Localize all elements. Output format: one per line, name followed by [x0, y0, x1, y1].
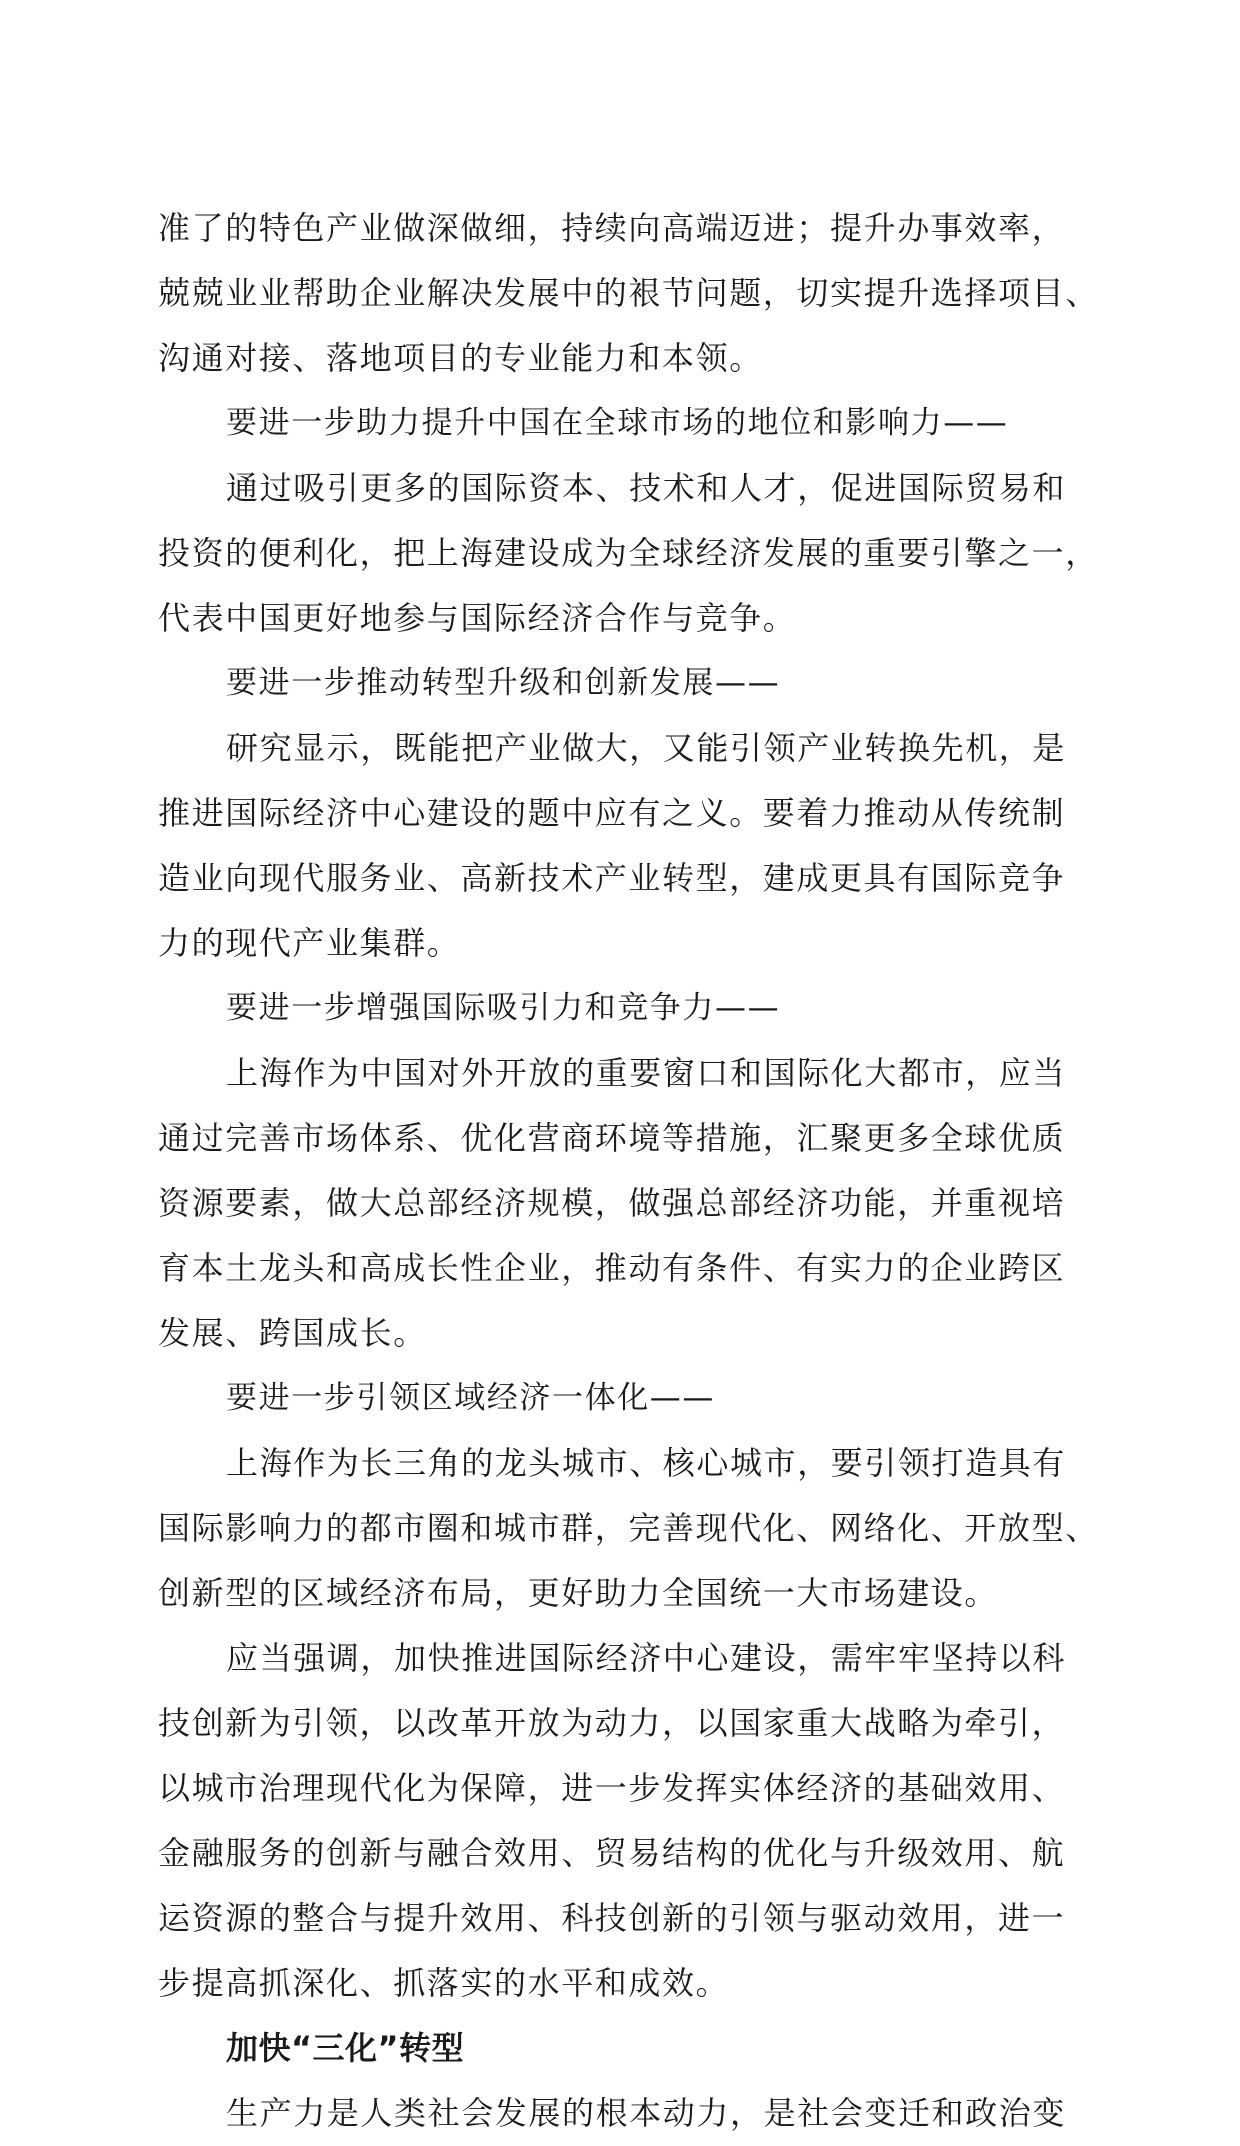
subheading-line: 要进一步助力提升中国在全球市场的地位和影响力—— — [226, 405, 1009, 441]
body-line: 兢兢业业帮助企业解决发展中的裉节问题，切实提升选择项目、 — [158, 274, 1099, 312]
body-line: 金融服务的创新与融合效用、贸易结构的优化与升级效用、航 — [158, 1834, 1066, 1872]
subheading-line: 要进一步推动转型升级和创新发展—— — [226, 665, 781, 701]
body-line: 发展、跨国成长。 — [158, 1314, 427, 1352]
body-line: 代表中国更好地参与国际经济合作与竞争。 — [158, 599, 797, 637]
body-line: 投资的便利化，把上海建设成为全球经济发展的重要引擎之一， — [158, 534, 1099, 572]
body-line: 准了的特色产业做深做细，持续向高端迈进；提升办事效率， — [158, 209, 1066, 247]
body-line: 以城市治理现代化为保障，进一步发挥实体经济的基础效用、 — [158, 1769, 1066, 1807]
subheading-line: 要进一步增强国际吸引力和竞争力—— — [226, 990, 781, 1026]
body-line: 通过完善市场体系、优化营商环境等措施，汇聚更多全球优质 — [158, 1119, 1066, 1157]
body-line: 造业向现代服务业、高新技术产业转型，建成更具有国际竞争 — [158, 859, 1066, 897]
body-line: 力的现代产业集群。 — [158, 924, 461, 962]
body-line: 技创新为引领，以改革开放为动力，以国家重大战略为牵引， — [158, 1704, 1066, 1742]
subheading-line: 要进一步引领区域经济一体化—— — [226, 1380, 715, 1416]
body-line: 创新型的区域经济布局，更好助力全国统一大市场建设。 — [158, 1574, 999, 1612]
paragraph-first-line: 应当强调，加快推进国际经济中心建设，需牢牢坚持以科 — [226, 1639, 1067, 1677]
section-heading: 加快“三化”转型 — [226, 2029, 465, 2067]
paragraph-first-line: 上海作为中国对外开放的重要窗口和国际化大都市，应当 — [226, 1054, 1067, 1092]
body-line: 步提高抓深化、抓落实的水平和成效。 — [158, 1964, 730, 2002]
body-line: 沟通对接、落地项目的专业能力和本领。 — [158, 339, 763, 377]
body-line: 国际影响力的都市圈和城市群，完善现代化、网络化、开放型、 — [158, 1509, 1099, 1547]
paragraph-first-line: 生产力是人类社会发展的根本动力，是社会变迁和政治变 — [226, 2094, 1067, 2132]
document-body — [158, 196, 1098, 2146]
paragraph-first-line: 通过吸引更多的国际资本、技术和人才，促进国际贸易和 — [226, 469, 1067, 507]
paragraph-first-line: 研究显示，既能把产业做大，又能引领产业转换先机，是 — [226, 729, 1067, 767]
paragraph-first-line: 上海作为长三角的龙头城市、核心城市，要引领打造具有 — [226, 1444, 1067, 1482]
body-line: 运资源的整合与提升效用、科技创新的引领与驱动效用，进一 — [158, 1899, 1066, 1937]
body-line: 推进国际经济中心建设的题中应有之义。要着力推动从传统制 — [158, 794, 1066, 832]
body-line: 资源要素，做大总部经济规模，做强总部经济功能，并重视培 — [158, 1184, 1066, 1222]
body-line: 育本土龙头和高成长性企业，推动有条件、有实力的企业跨区 — [158, 1249, 1066, 1287]
